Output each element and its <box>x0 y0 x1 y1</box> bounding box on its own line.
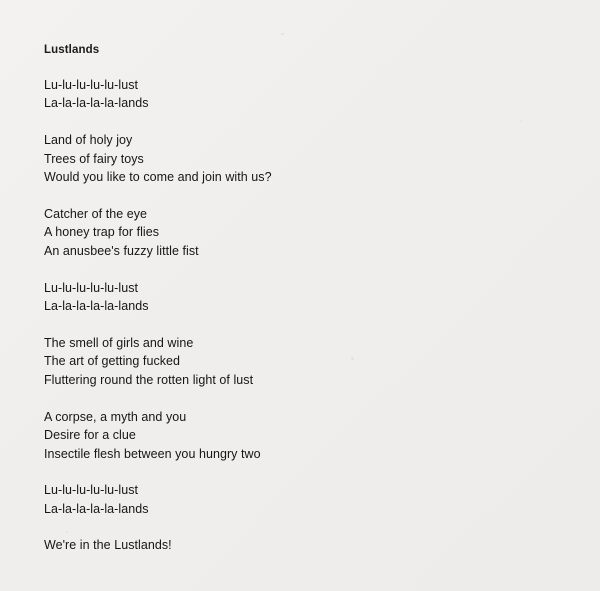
lyric-line: The smell of girls and wine <box>44 335 194 350</box>
lyric-line: Insectile flesh between you hungry two <box>44 446 261 461</box>
stanza <box>44 481 514 518</box>
stanza <box>44 131 514 187</box>
lyric-line: La-la-la-la-la-lands <box>44 96 149 111</box>
stanza <box>44 536 514 555</box>
stanza <box>44 76 514 113</box>
stanza <box>44 334 514 390</box>
lyric-line: A honey trap for flies <box>44 225 160 240</box>
stanza <box>44 408 514 464</box>
stanza <box>44 279 514 316</box>
lyric-line: Catcher of the eye <box>44 206 148 221</box>
lyric-line: A corpse, a myth and you <box>44 409 187 424</box>
paper-speck <box>281 33 284 35</box>
lyric-line: La-la-la-la-la-lands <box>44 501 149 516</box>
lyric-line: The art of getting fucked <box>44 354 181 369</box>
paper-speck <box>520 120 522 122</box>
song-title: Lustlands <box>44 44 100 56</box>
lyric-line: Lu-lu-lu-lu-lu-lust <box>44 77 139 92</box>
lyric-line: Fluttering round the rotten light of lust <box>44 372 254 387</box>
lyric-line: Desire for a clue <box>44 428 136 443</box>
lyric-line: We're in the Lustlands! <box>44 538 172 553</box>
stanza <box>44 205 514 261</box>
lyric-line: Lu-lu-lu-lu-lu-lust <box>44 280 139 295</box>
lyric-line: Land of holy joy <box>44 132 133 147</box>
lyric-line: Lu-lu-lu-lu-lu-lust <box>44 483 139 498</box>
lyric-line: An anusbee's fuzzy little fist <box>44 243 199 258</box>
lyrics-container <box>44 44 514 555</box>
lyric-line: La-la-la-la-la-lands <box>44 299 149 314</box>
lyric-line: Trees of fairy toys <box>44 151 144 166</box>
lyric-line: Would you like to come and join with us? <box>44 170 272 185</box>
